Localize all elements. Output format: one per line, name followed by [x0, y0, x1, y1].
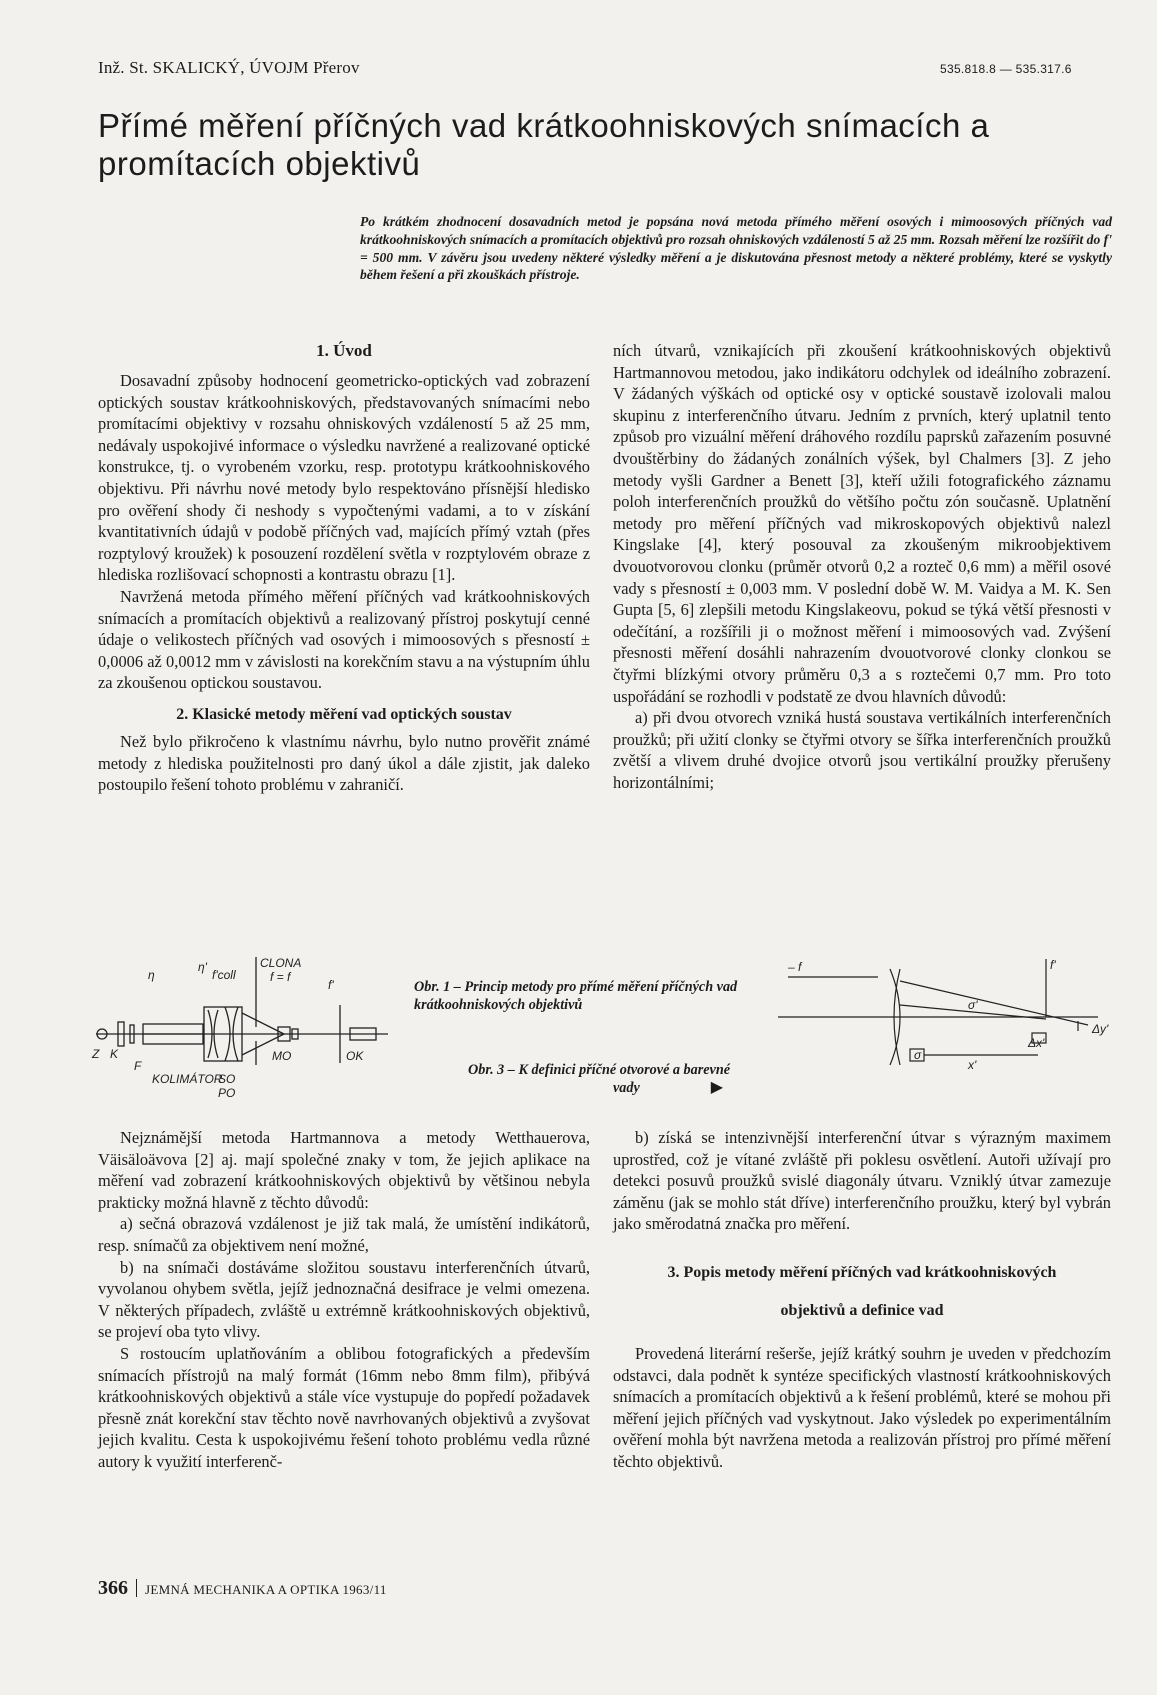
section-2-paragraph-1: Než bylo přikročeno k vlastnímu návrhu, bylo nutno prověřit známé metody z hlediska použitelnosti pro daný úkol a dále zjistit, jak daleko postoupilo řešení tohoto problému v zahraničí.	[98, 731, 590, 795]
figure-1-labels	[91, 956, 364, 1100]
column-4-paragraph-1: b) získá se intenzivnější interferenční útvar s výrazným maximem uprostřed, což je vítané zvláště při poklesu osvětlení. Autoři užívají pro detekci posuvů proužků svislé diagonály útvaru. Vzniklý útvar zamezuje záměnu (jak se mohlo stát dříve) interferenčního proužku, který byl vybrán jako směrodatná značka pro měření.	[613, 1128, 1111, 1234]
label-f-prime-3: f'	[1050, 958, 1056, 972]
label-k: K	[110, 1047, 119, 1061]
figure-3-caption	[468, 1061, 798, 1097]
page-footer	[98, 1577, 387, 1600]
arrow-right-icon: ▶	[710, 1079, 724, 1096]
journal-name: JEMNÁ MECHANIKA A OPTIKA 1963/11	[145, 1582, 387, 1597]
label-po: PO	[218, 1086, 236, 1100]
column-upper-right	[613, 340, 1111, 793]
column-2-paragraph-2: a) při dvou otvorech vzniká hustá soustava vertikálních interferenčních proužků; při užití clonky se čtyřmi otvory se šířka interferenčních proužků zvětší a vlivem druhé dvojice otvorů jsou vertikální proužky přerušeny horizontálními;	[613, 708, 1111, 792]
label-clona: CLONA	[260, 956, 302, 970]
section-3-heading-line1: 3. Popis metody měření příčných vad krátkoohniskových	[667, 1263, 1057, 1281]
label-kolimator: KOLIMÁTOR	[152, 1072, 223, 1086]
column-3-paragraph-1: Nejznámější metoda Hartmannova a metody Wetthauerova, Väisäloävova [2] aj. mají společné znaky v tom, že jejich aplikace na měření vad zobrazení krátkoohniskových objektivů by většinou nebyla prakticky možná hlavně z těchto důvodů:	[98, 1128, 590, 1212]
label-f-prime: f'	[328, 978, 334, 992]
section-3-heading-line2: objektivů a definice vad	[780, 1301, 944, 1319]
label-so: SO	[218, 1072, 236, 1086]
figure-3-schematic	[778, 959, 1098, 1065]
section-1-heading: 1. Úvod	[316, 341, 372, 360]
label-z: Z	[92, 1047, 100, 1061]
label-sigma-prime: σ'	[968, 998, 978, 1012]
label-eta: η	[148, 968, 155, 982]
column-4-paragraph-2: Provedená literární rešerše, jejíž krátký souhrn je uveden v předchozím odstavci, dala podnět k syntéze specifických vlastností krátkoohniskových snímacích a promítacích objektivů a k řešení problémů, které se mohou při měření jejich příčných vad vyskytnout. Jako výsledek po experimentálním ověření mohla být navržena metoda a realizován přístroj pro přímé měření těchto objektivů.	[613, 1343, 1111, 1471]
column-2-paragraph-1: ních útvarů, vznikajících při zkoušení krátkoohniskových objektivů Hartmannovou metodou, jako indikátoru odchylek od ideálního zobrazení. V žádaných výškách od optické osy v optické soustavě izolovali malou skupinu z interferenčního útvaru. Jedním z prvních, který uplatnil tento způsob pro vizuální měření dráhového rozdílu paprsků zařazením posuvné dvouštěrbiny do žádaných zonálních výšek, byl Chalmers [3]. Z jeho metody vyšli Gardner a Benett [3], kteří užili fotografického záznamu poloh interferenčních proužků do většího počtu zón současně. Uplatnění metody pro měření příčných vad mikroskopových objektivů nalezl Kingslake [4], který posouval za zkoušeným mikroobjektivem dvouotvorovou clonku (průměr otvorů 0,2 a rozteč 0,6 mm) a měřil osové vady s přesností ± 0,003 mm. V poslední době W. M. Vaidya a M. K. Sen Gupta [5, 6] zlepšili metodu Kingslakeovu, pokud se týká větší přesnosti v odečítání, a rozšířili ji o možnost měření i mimoosových vad. Zvýšení přesnosti měření dosáhli nahrazením dvouotvorové clonky clonkou se čtyřmi blízkými otvory průměru 0,3 a s roztečemi 0,7 mm. Pro toto uspořádání se rozhodli v podstatě ze dvou hlavních důvodů:	[613, 341, 1111, 706]
abstract: Po krátkém zhodnocení dosavadních metod je popsána nová metoda přímého měření osových i mimoosových příčných vad krátkoohniskových snímacích a promítacích objektivů pro rozsah ohniskových vzdáleností 5 až 25 mm. Rozsah měření lze rozšířit do f' = 500 mm. V závěru jsou uvedeny některé výsledky měření a je diskutována přesnost metody a některé problémy, které se vyskytly během řešení a při zkouškách přístroje.	[360, 214, 1112, 283]
label-minus-f: – f	[788, 960, 802, 974]
label-x-prime: x'	[968, 1058, 977, 1072]
figure-3-caption-line2	[468, 1079, 798, 1097]
footer-divider	[136, 1579, 137, 1597]
page-number: 366	[98, 1577, 128, 1599]
label-delta-y: Δy'	[1092, 1022, 1109, 1036]
column-3-paragraph-2: a) sečná obrazová vzdálenost je již tak malá, že umístění indikátorů, resp. snímačů za objektivem není možné,	[98, 1214, 590, 1255]
article-title: Přímé měření příčných vad krátkoohniskových snímacích a promítacích objektivů	[98, 107, 990, 182]
label-sigma: σ	[914, 1048, 922, 1062]
figure-1-caption: Obr. 1 – Princip metody pro přímé měření příčných vad krátkoohniskových objektivů	[414, 979, 738, 1013]
column-upper-left	[98, 340, 590, 796]
author-line: Inž. St. SKALICKÝ, ÚVOJM Přerov	[98, 58, 360, 77]
column-3-paragraph-3: b) na snímači dostáváme složitou soustavu interferenčních útvarů, vyvolanou ohybem světla, jejíž jednoznačná desifrace je velmi omezena. V některých případech, zvláště u extrémně krátkoohniskových objektivů, se projeví oba tyto vlivy.	[98, 1257, 590, 1342]
section-1-paragraph-2: Navržená metoda přímého měření příčných vad krátkoohniskových snímacích a promítacích objektivů a realizovaný přístroj poskytují cenné údaje o velikostech příčných vad osových i mimoosových s přesností ± 0,0006 až 0,0012 mm v závislosti na korekčním stavu a na výstupním úhlu za zkoušenou optickou soustavou.	[98, 586, 590, 693]
label-mo: MO	[272, 1049, 292, 1063]
figure-3-caption-line1: Obr. 3 – K definici příčné otvorové a barevné	[468, 1062, 731, 1078]
label-eta-prime: η'	[198, 960, 207, 974]
column-3-paragraph-4: S rostoucím uplatňováním a oblibou fotografických a především snímacích přístrojů na malý formát (16mm nebo 8mm film), přibývá krátkoohniskových objektivů a stále více vystupuje do popředí požadavek přesně znát korekční stav těchto nově navrhovaných objektivů a zvyšovat jejich kvalitu. Cesta k uspokojivému řešení tohoto problému vedla různé autory k využití interferenč-	[98, 1343, 590, 1471]
label-f-coll: f'coll	[212, 968, 236, 982]
section-1-paragraph-1: Dosavadní způsoby hodnocení geometricko-optických vad zobrazení optických soustav krátkoohniskových, představovaných snímacími nebo promítacími objektivy v rozsahu ohniskových vzdáleností 5 až 25 mm, nedávaly uspokojivé informace o výsledku navržené a realizované optické konstrukce, tj. o vyrobeném vzorku, resp. prototypu krátkoohniskového objektivu. Při návrhu nové metody bylo respektováno přísnější hledisko pro ověření shody či neshody s vypočtenými vadami, a to v získání kvantitativních údajů v podobě příčných vad, majících přímý vztah (přes rozptylový kroužek) k posouzení rozdělení světla v rozptylovém obraze z hlediska rozlišovací schopnosti a kontrastu obrazu [1].	[98, 371, 590, 585]
column-lower-left	[98, 1127, 590, 1473]
column-lower-right	[613, 1127, 1111, 1473]
figure-1-schematic	[96, 957, 388, 1065]
label-filter: F	[134, 1059, 142, 1073]
section-2-heading: 2. Klasické metody měření vad optických soustav	[176, 705, 512, 723]
figure-3-caption-word: vady	[613, 1080, 640, 1096]
label-f-equals-f: f = f	[270, 970, 291, 984]
label-delta-x: Δx'	[1028, 1036, 1045, 1050]
label-ok: OK	[346, 1049, 364, 1063]
udc-classification: 535.818.8 — 535.317.6	[940, 62, 1072, 76]
